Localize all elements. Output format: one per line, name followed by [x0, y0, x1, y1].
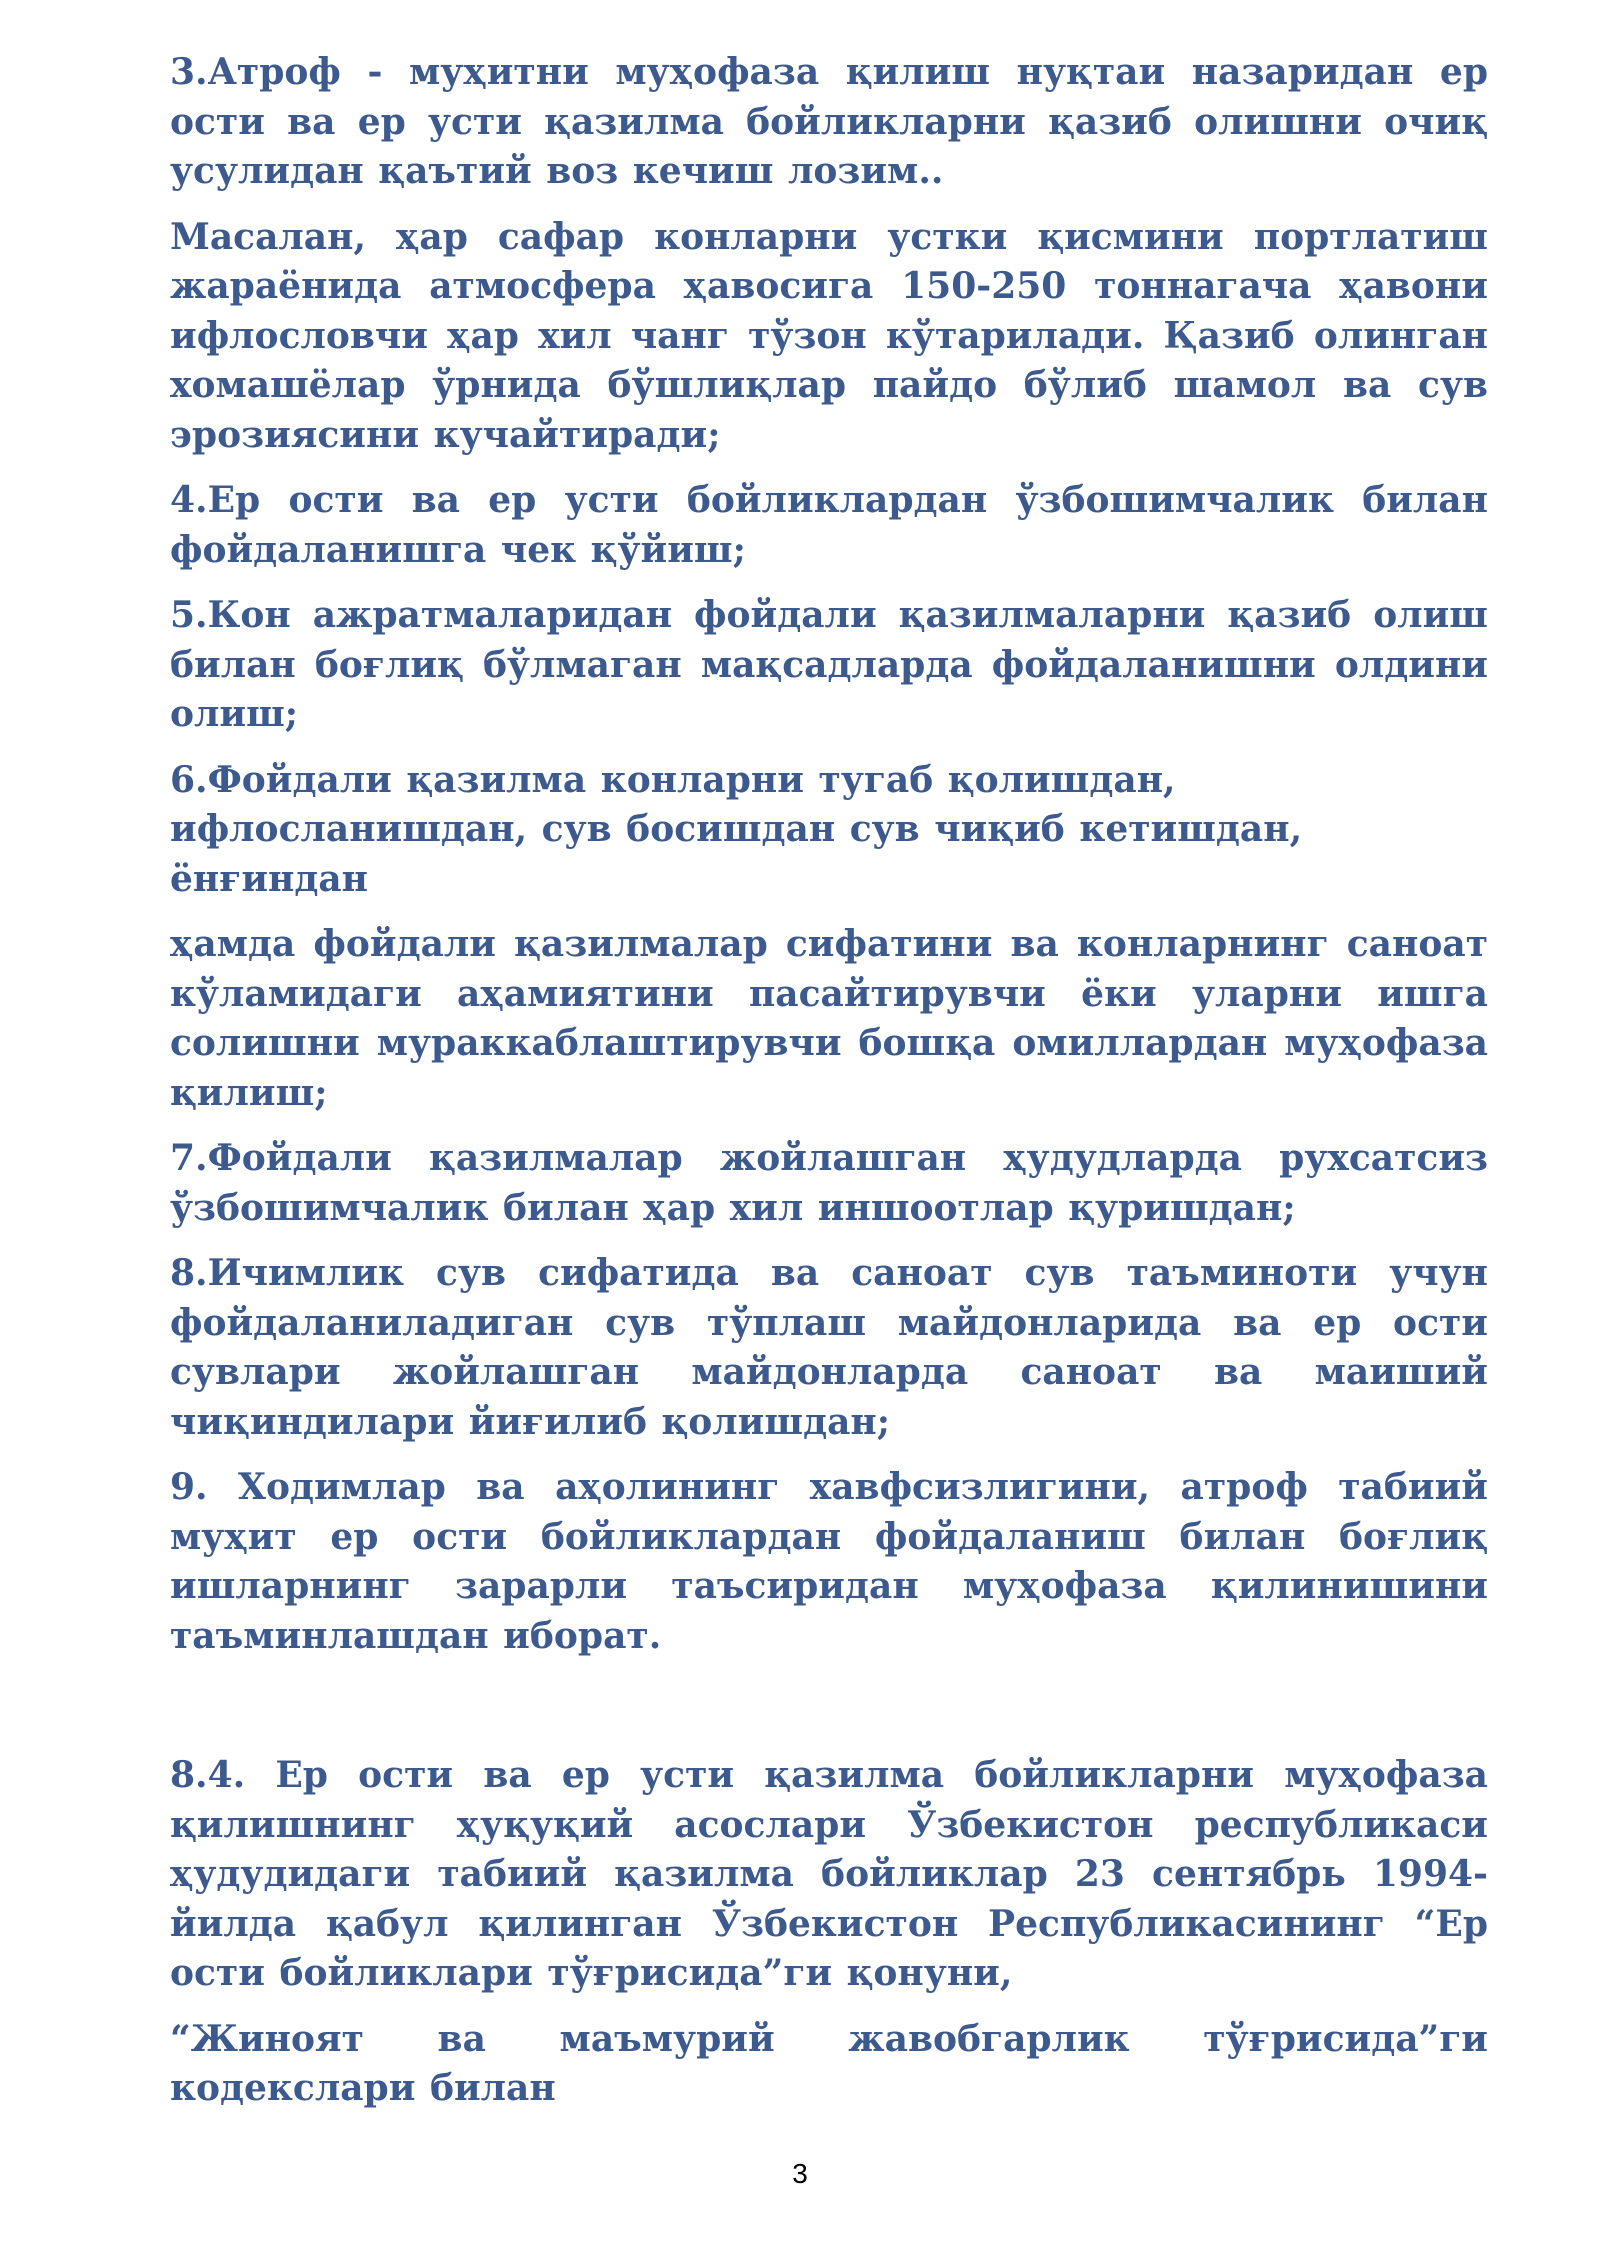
paragraph-item-3: 3.Атроф - муҳитни муҳофаза қилиш нуқтаи назаридан ер ости ва ер усти қазилма бойликларни қазиб олишни очиқ усулидан қаътий воз кечиш лозим.. — [170, 51, 1488, 192]
paragraph-item-4: 4.Ер ости ва ер усти бойликлардан ўзбошимчалик билан фойдаланишга чек қўйиш; — [170, 479, 1488, 571]
page-number: 3 — [792, 2158, 808, 2189]
section-8-4-paragraph: 8.4. Ер ости ва ер усти қазилма бойликларни муҳофаза қилишнинг ҳуқуқий асослари Ўзбекистон республикаси ҳудудидаги табиий қазилма бойликлар 23 сентябрь 1994-йилда қабул қилинган Ўзбекистон Республикасининг “Ер ости бойликлари тўғрисида”ги қонуни, — [170, 1754, 1488, 1994]
paragraph-example: Масалан, ҳар сафар конларни устки қисмини портлатиш жараёнида атмосфера ҳавосига 150-250 тоннагача ҳавони ифлословчи ҳар хил чанг тўзон кўтарилади. Қазиб олинган хомашёлар ўрнида бўшлиқлар пайдо бўлиб шамол ва сув эрозиясини кучайтиради; — [170, 215, 1488, 456]
paragraph-item-6-continued: ҳамда фойдали қазилмалар сифатини ва конларнинг саноат кўламидаги аҳамиятини пасайтирувчи ёки уларни ишга солишни мураккаблаштирувчи бошқа омиллардан муҳофаза қилиш; — [170, 923, 1488, 1114]
paragraph-item-5: 5.Кон ажратмаларидан фойдали қазилмаларни қазиб олиш билан боғлиқ бўлмаган мақсадларда фойдаланишни олдини олиш; — [170, 594, 1488, 735]
page-content — [170, 48, 1488, 2130]
paragraph-item-8: 8.Ичимлик сув сифатида ва саноат сув таъминоти учун фойдаланиладиган сув тўплаш майдонларида ва ер ости сувлари жойлашган майдонларда саноат ва маиший чиқиндилари йиғилиб қолишдан; — [170, 1252, 1488, 1443]
paragraph-item-6: 6.Фойдали қазилма конларни тугаб қолишдан, ифлосланишдан, сув босишдан сув чиқиб кетишдан, ёнғиндан — [170, 758, 1303, 900]
paragraph-item-7: 7.Фойдали қазилмалар жойлашган ҳудудларда рухсатсиз ўзбошимчалик билан ҳар хил иншоотлар қуришдан; — [170, 1137, 1488, 1229]
paragraph-item-9: 9. Ходимлар ва аҳолининг хавфсизлигини, атроф табиий муҳит ер ости бойликлардан фойдаланиш билан боғлиқ ишларнинг зарарли таъсиридан муҳофаза қилинишини таъминлашдан иборат. — [170, 1466, 1488, 1657]
paragraph-codes: “Жиноят ва маъмурий жавобгарлик тўғрисида”ги кодекслари билан — [170, 2017, 1488, 2109]
